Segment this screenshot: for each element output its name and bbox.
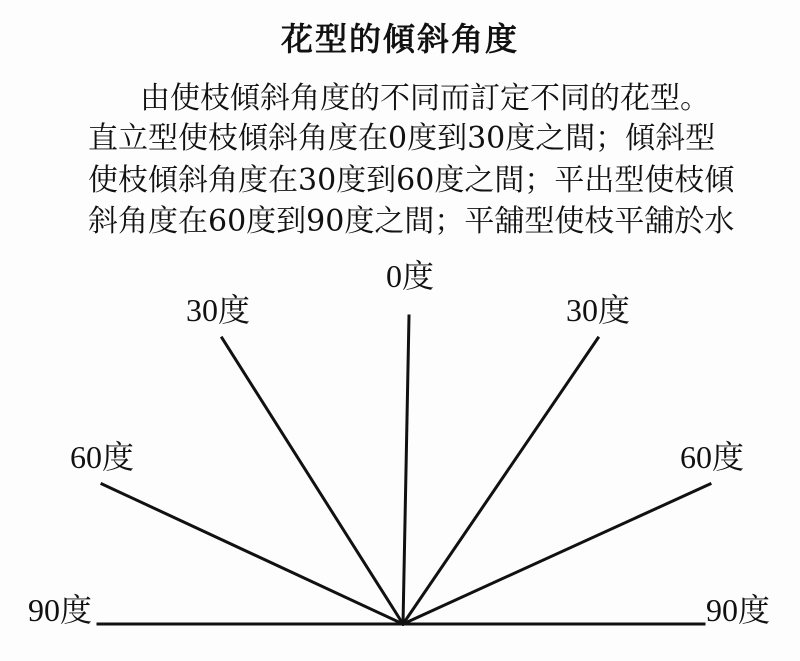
label-30-degree-right: 30度 — [566, 292, 631, 328]
paragraph-line-1: 由使枝傾斜角度的不同而訂定不同的花型。 — [140, 81, 710, 116]
page-title: 花型的傾斜角度 — [280, 20, 519, 58]
label-0-degree: 0度 — [386, 258, 435, 294]
label-90-degree-left: 90度 — [28, 592, 93, 628]
label-60-degree-right: 60度 — [680, 439, 745, 475]
paragraph-line-2: 直立型使枝傾斜角度在0度到30度之間；傾斜型 — [88, 121, 716, 156]
paragraph-line-3: 使枝傾斜角度在30度到60度之間；平出型使枝傾 — [88, 163, 735, 198]
label-30-degree-left: 30度 — [186, 292, 251, 328]
ray-0-degree — [403, 316, 409, 624]
label-90-degree-right: 90度 — [706, 592, 771, 628]
label-60-degree-left: 60度 — [70, 439, 135, 475]
paragraph-line-4: 斜角度在60度到90度之間；平舖型使枝平舖於水 — [88, 204, 735, 239]
